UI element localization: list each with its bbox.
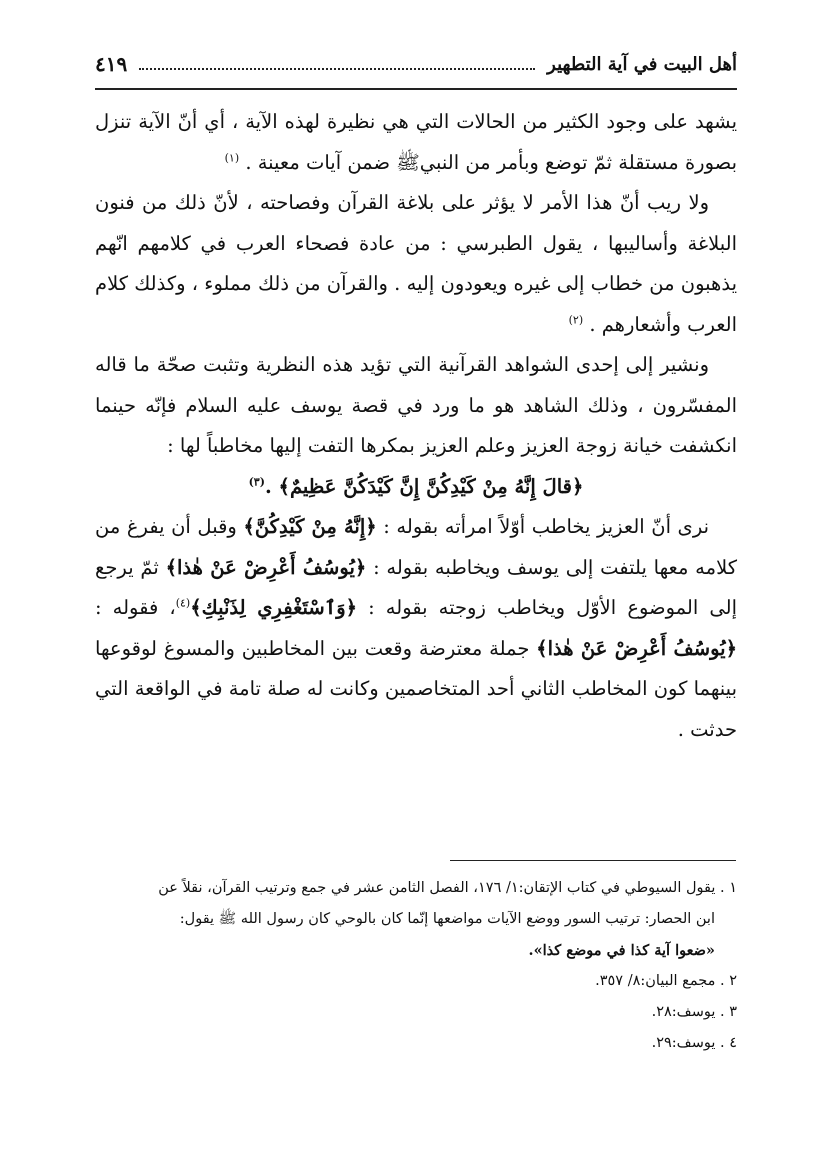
footnote-1-cont: ابن الحصار: ترتيب السور ووضع الآيات مواضعها إنّما كان بالوحي كان رسول الله ﷺ يقول: — [179, 911, 715, 927]
quote-1: ﴿إِنَّهُ مِنْ كَيْدِكُنَّ﴾ — [243, 515, 377, 538]
header-dot-leader — [139, 68, 535, 70]
footnote-4: ٤ . يوسف:٢٩. — [651, 1035, 737, 1051]
header-rule — [95, 88, 737, 90]
quote-2: ﴿يُوسُفُ أَعْرِضْ عَنْ هٰذا﴾ — [165, 555, 367, 579]
paragraph-3: ونشير إلى إحدى الشواهد القرآنية التي تؤيد هذه النظرية وتثبت صحّة ما قاله المفسّرون ، وذلك الشاهد هو ما ورد في قصة يوسف عليه السلام فإنّه حينما انكشفت خيانة زوجة العزيز وعلم العزيز بمكرها التفت إليها مخاطباً لها : — [95, 353, 737, 457]
footnote-ref-3[interactable]: (٣) — [248, 475, 265, 488]
footnote-ref-2[interactable]: (٢) — [568, 313, 584, 326]
footnote-1: ١ . يقول السيوطي في كتاب الإتقان:١/ ١٧٦، الفصل الثامن عشر في جمع وترتيب القرآن، نقلاً عن — [158, 880, 737, 896]
paragraph-2: ولا ريب أنّ هذا الأمر لا يؤثر على بلاغة القرآن وفصاحته ، لأنّ ذلك من فنون البلاغة وأساليبها ، يقول الطبرسي : من عادة فصحاء العرب في كلامهم انّهم يذهبون من خطاب إلى غيره ويعودون إليه . والقرآن من ذلك مملوء ، وكذلك كلام العرب وأشعارهم . $^{(٢)}$ — [95, 191, 737, 336]
paragraph-1: يشهد على وجود الكثير من الحالات التي هي نظيرة لهذه الآية ، أي أنّ الآية تنزل بصورة مستقلة ثمّ توضع وبأمر من النبيﷺ ضمن آيات معينة . $^{(١)}$ — [95, 110, 737, 174]
footnote-separator — [450, 860, 736, 861]
running-title: أهل البيت في آية التطهير — [547, 53, 737, 75]
footnotes — [95, 873, 737, 1059]
footnote-ref-4[interactable]: (٤) — [175, 596, 191, 610]
footnote-3: ٣ . يوسف:٢٨. — [651, 1004, 737, 1020]
footnote-1-quote: «ضعوا آية كذا في موضع كذا». — [528, 942, 715, 959]
main-text — [95, 102, 737, 750]
paragraph-4: نرى أنّ العزيز يخاطب أوّلاً امرأته بقوله : ﴿إِنَّهُ مِنْ كَيْدِكُنَّ﴾ وقبل أن يفرغ من كلامه معها يلتفت إلى يوسف ويخاطبه بقوله : ﴿يُوسُفُ أَعْرِضْ عَنْ هٰذا﴾ ثمّ يرجع إلى الموضوع الأوّل ويخاطب زوجته بقوله : ﴿وَٱسْتَغْفِرِي لِذَنْبِكِ﴾$^{(٤)}$، فقوله : ﴿يُوسُفُ أَعْرِضْ عَنْ هٰذا﴾ جملة معترضة وقعت بين المخاطبين والمسوغ لوقوعها بينهما كون المخاطب الثاني أحد المتخاصمين وكانت له صلة تامة في الواقعة التي حدثت . — [95, 515, 737, 741]
quran-verse: ﴿قالَ إِنَّهُ مِنْ كَيْدِكُنَّ إِنَّ كَيْدَكُنَّ عَظِيمٌ﴾ .$^{(٣)}$ — [248, 474, 584, 498]
footnote-ref-1[interactable]: (١) — [224, 151, 240, 164]
page-number: ٤١٩ — [95, 52, 128, 76]
running-header — [95, 44, 737, 84]
quote-3: ﴿وَٱسْتَغْفِرِي لِذَنْبِكِ﴾ — [190, 596, 358, 619]
footnote-2: ٢ . مجمع البيان:٨/ ٣٥٧. — [595, 973, 737, 989]
quote-4: ﴿يُوسُفُ أَعْرِضْ عَنْ هٰذا﴾ — [536, 636, 737, 660]
